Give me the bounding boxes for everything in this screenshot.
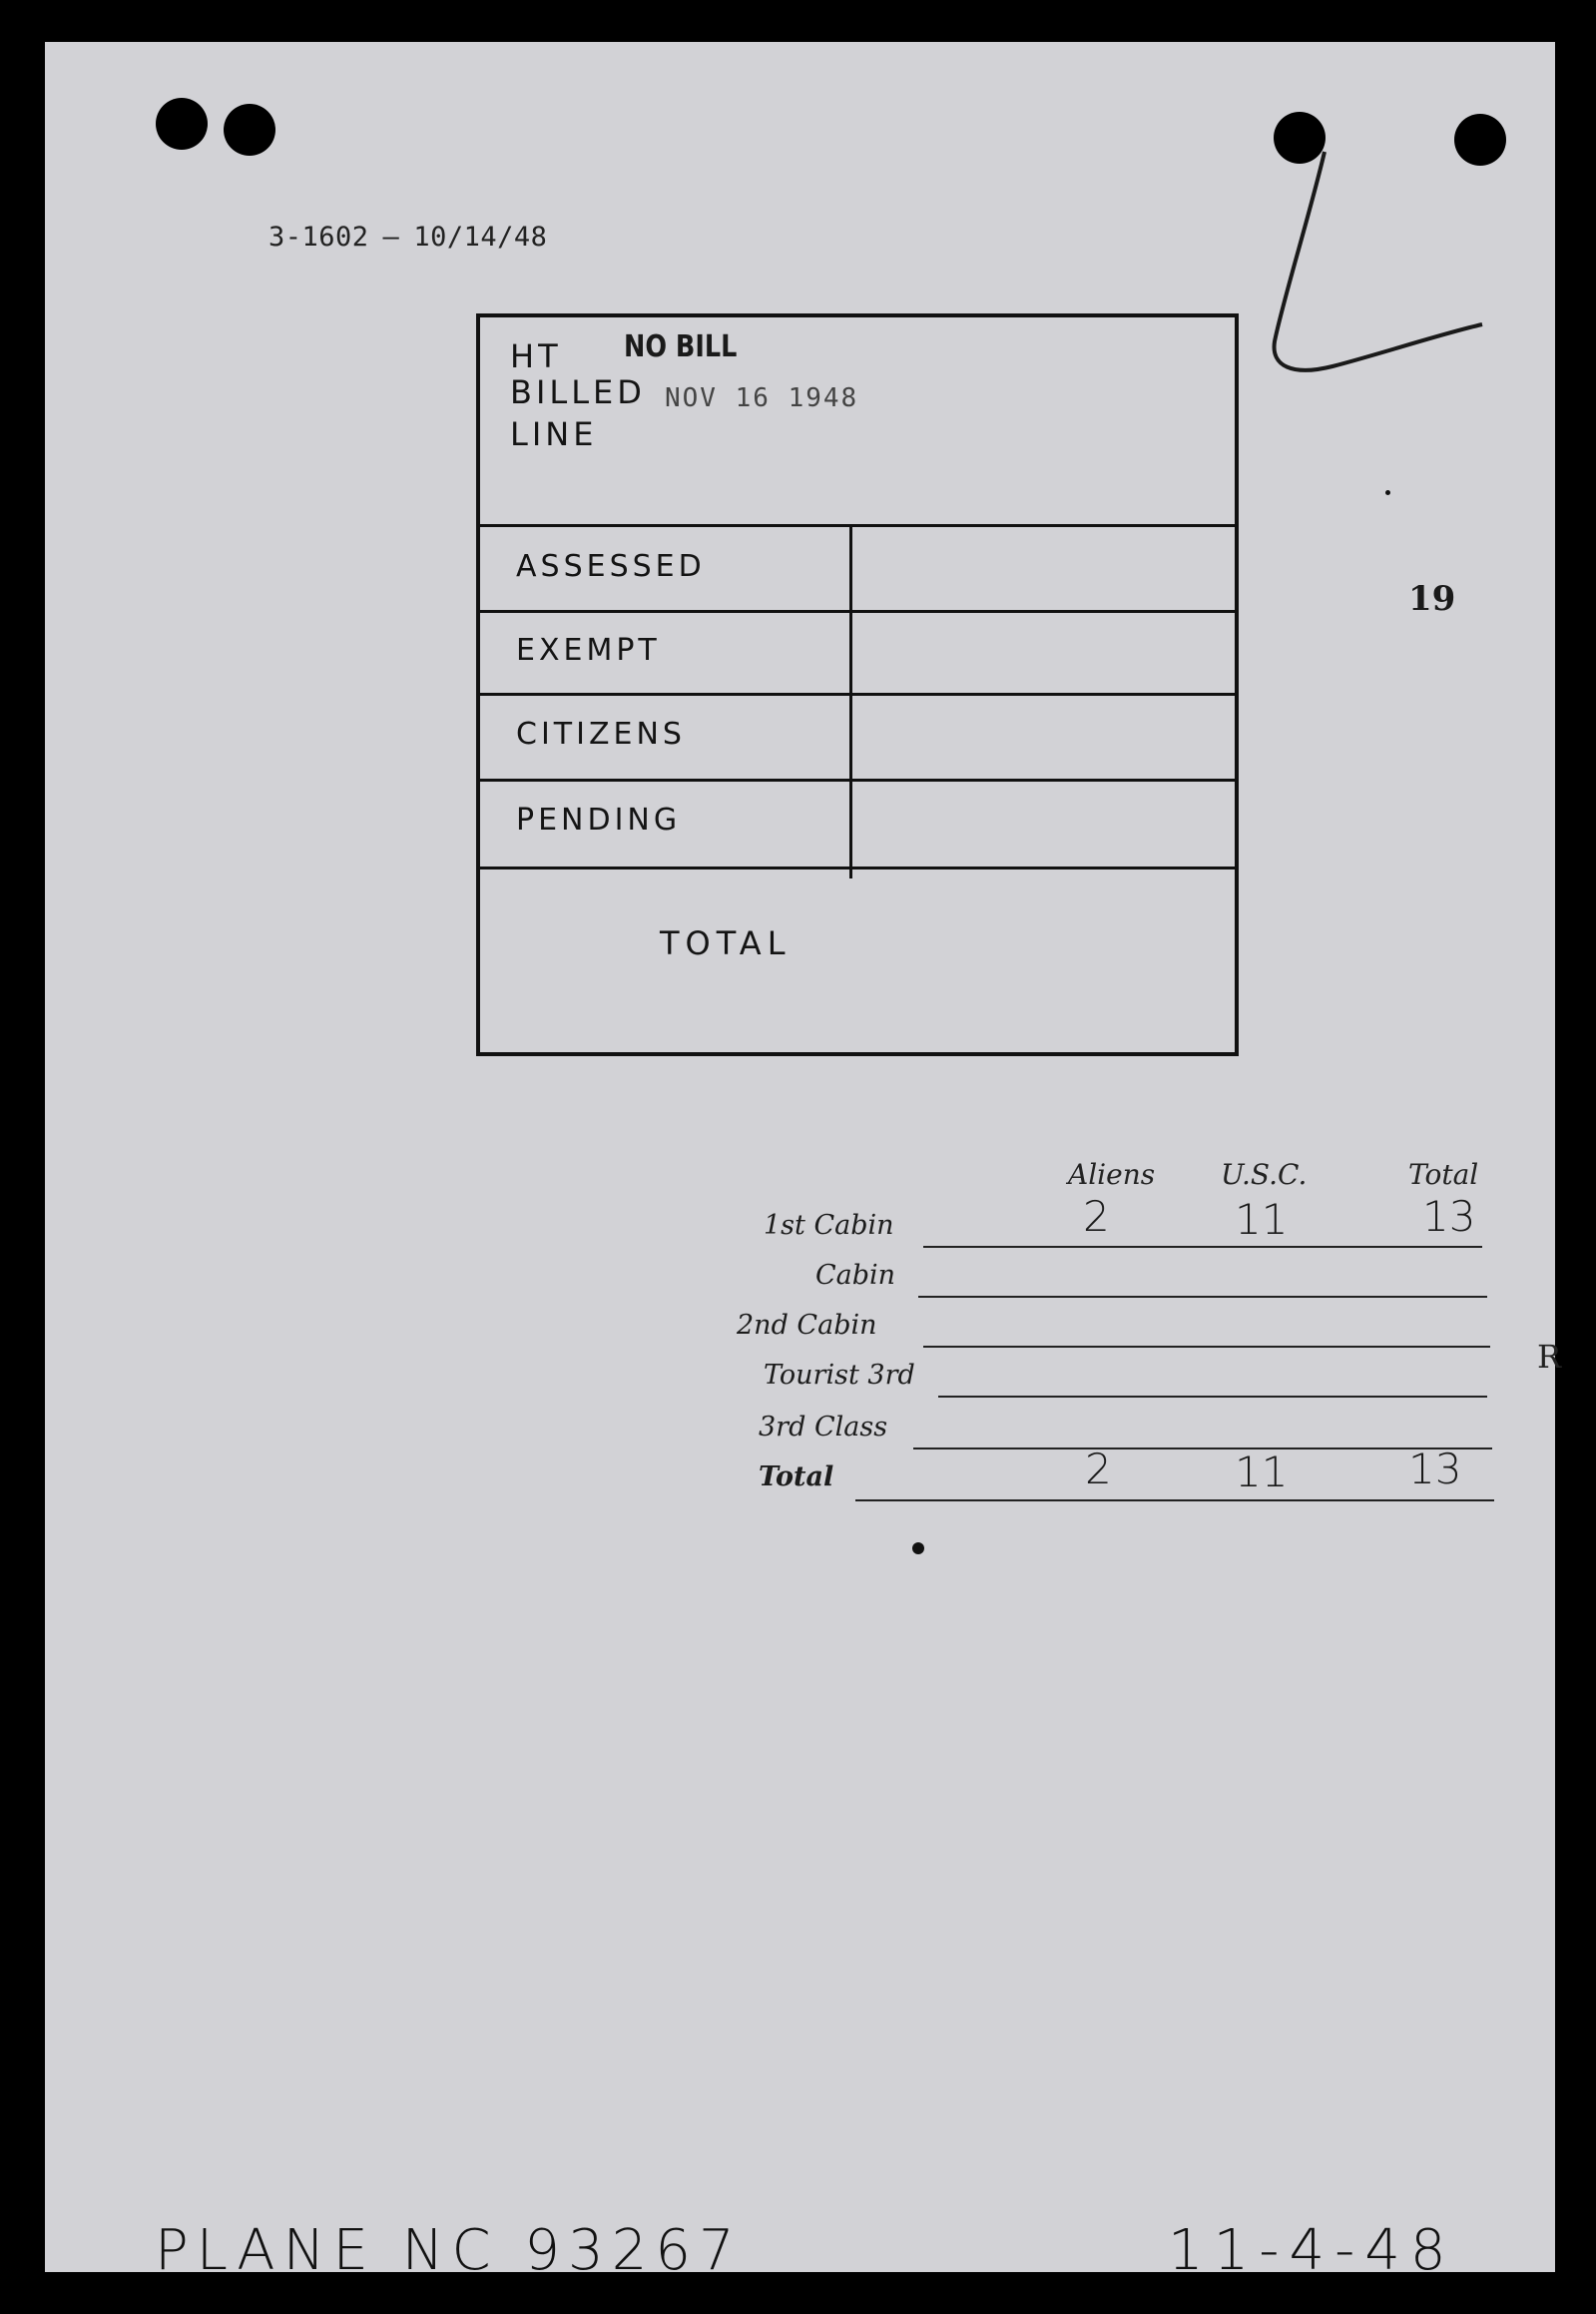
document-page <box>45 42 1562 2283</box>
no-bill-stamp: NO BILL <box>624 329 738 364</box>
header-line-2: BILLED <box>510 373 646 411</box>
row-label-assessed: ASSESSED <box>516 549 706 584</box>
value-1st-cabin-usc: 11 <box>1235 1195 1289 1244</box>
row-label-citizens: CITIZENS <box>516 717 686 752</box>
billing-box-header <box>480 317 1235 527</box>
divider <box>480 610 1235 613</box>
row-underline <box>913 1447 1492 1449</box>
billing-box <box>476 313 1239 1056</box>
ref-number: 3-1602 <box>268 222 369 253</box>
row-label-tourist-3rd: Tourist 3rd <box>764 1360 915 1391</box>
row-label-total: Total <box>759 1461 834 1492</box>
header-line-1: HT <box>510 337 562 375</box>
row-label-3rd-class: 3rd Class <box>759 1412 888 1443</box>
row-label-2nd-cabin: 2nd Cabin <box>737 1310 877 1341</box>
row-label-pending: PENDING <box>516 803 682 838</box>
row-underline <box>923 1346 1490 1348</box>
ref-date: 10/14/48 <box>413 222 548 253</box>
plane-annotation: PLANE NC 93267 <box>155 2218 743 2283</box>
divider <box>480 693 1235 696</box>
divider <box>480 779 1235 782</box>
divider <box>480 524 1235 527</box>
row-underline <box>855 1499 1494 1501</box>
value-total-aliens: 2 <box>1085 1445 1112 1493</box>
row-label-exempt: EXEMPT <box>516 633 661 668</box>
ref-dash: — <box>382 222 400 253</box>
column-header-aliens: Aliens <box>1068 1158 1156 1191</box>
row-label-1st-cabin: 1st Cabin <box>764 1210 894 1241</box>
row-label-cabin: Cabin <box>815 1260 896 1291</box>
row-underline <box>923 1246 1482 1248</box>
column-header-total: Total <box>1408 1158 1479 1191</box>
header-line-3: LINE <box>510 415 598 453</box>
document-reference <box>268 222 547 253</box>
column-divider <box>849 527 852 878</box>
value-1st-cabin-aliens: 2 <box>1083 1192 1110 1241</box>
value-total-usc: 11 <box>1235 1447 1289 1496</box>
side-note: R <box>1537 1338 1562 1376</box>
row-underline <box>918 1296 1487 1298</box>
column-header-usc: U.S.C. <box>1221 1158 1308 1191</box>
value-1st-cabin-total: 13 <box>1422 1192 1476 1241</box>
page-number: 19 <box>1408 579 1456 619</box>
date-annotation: 11-4-48 <box>1168 2218 1456 2283</box>
divider <box>480 867 1235 869</box>
total-label: TOTAL <box>660 924 792 962</box>
date-stamp: NOV 16 1948 <box>665 383 859 413</box>
value-total-total: 13 <box>1408 1445 1462 1493</box>
row-underline <box>938 1396 1487 1398</box>
